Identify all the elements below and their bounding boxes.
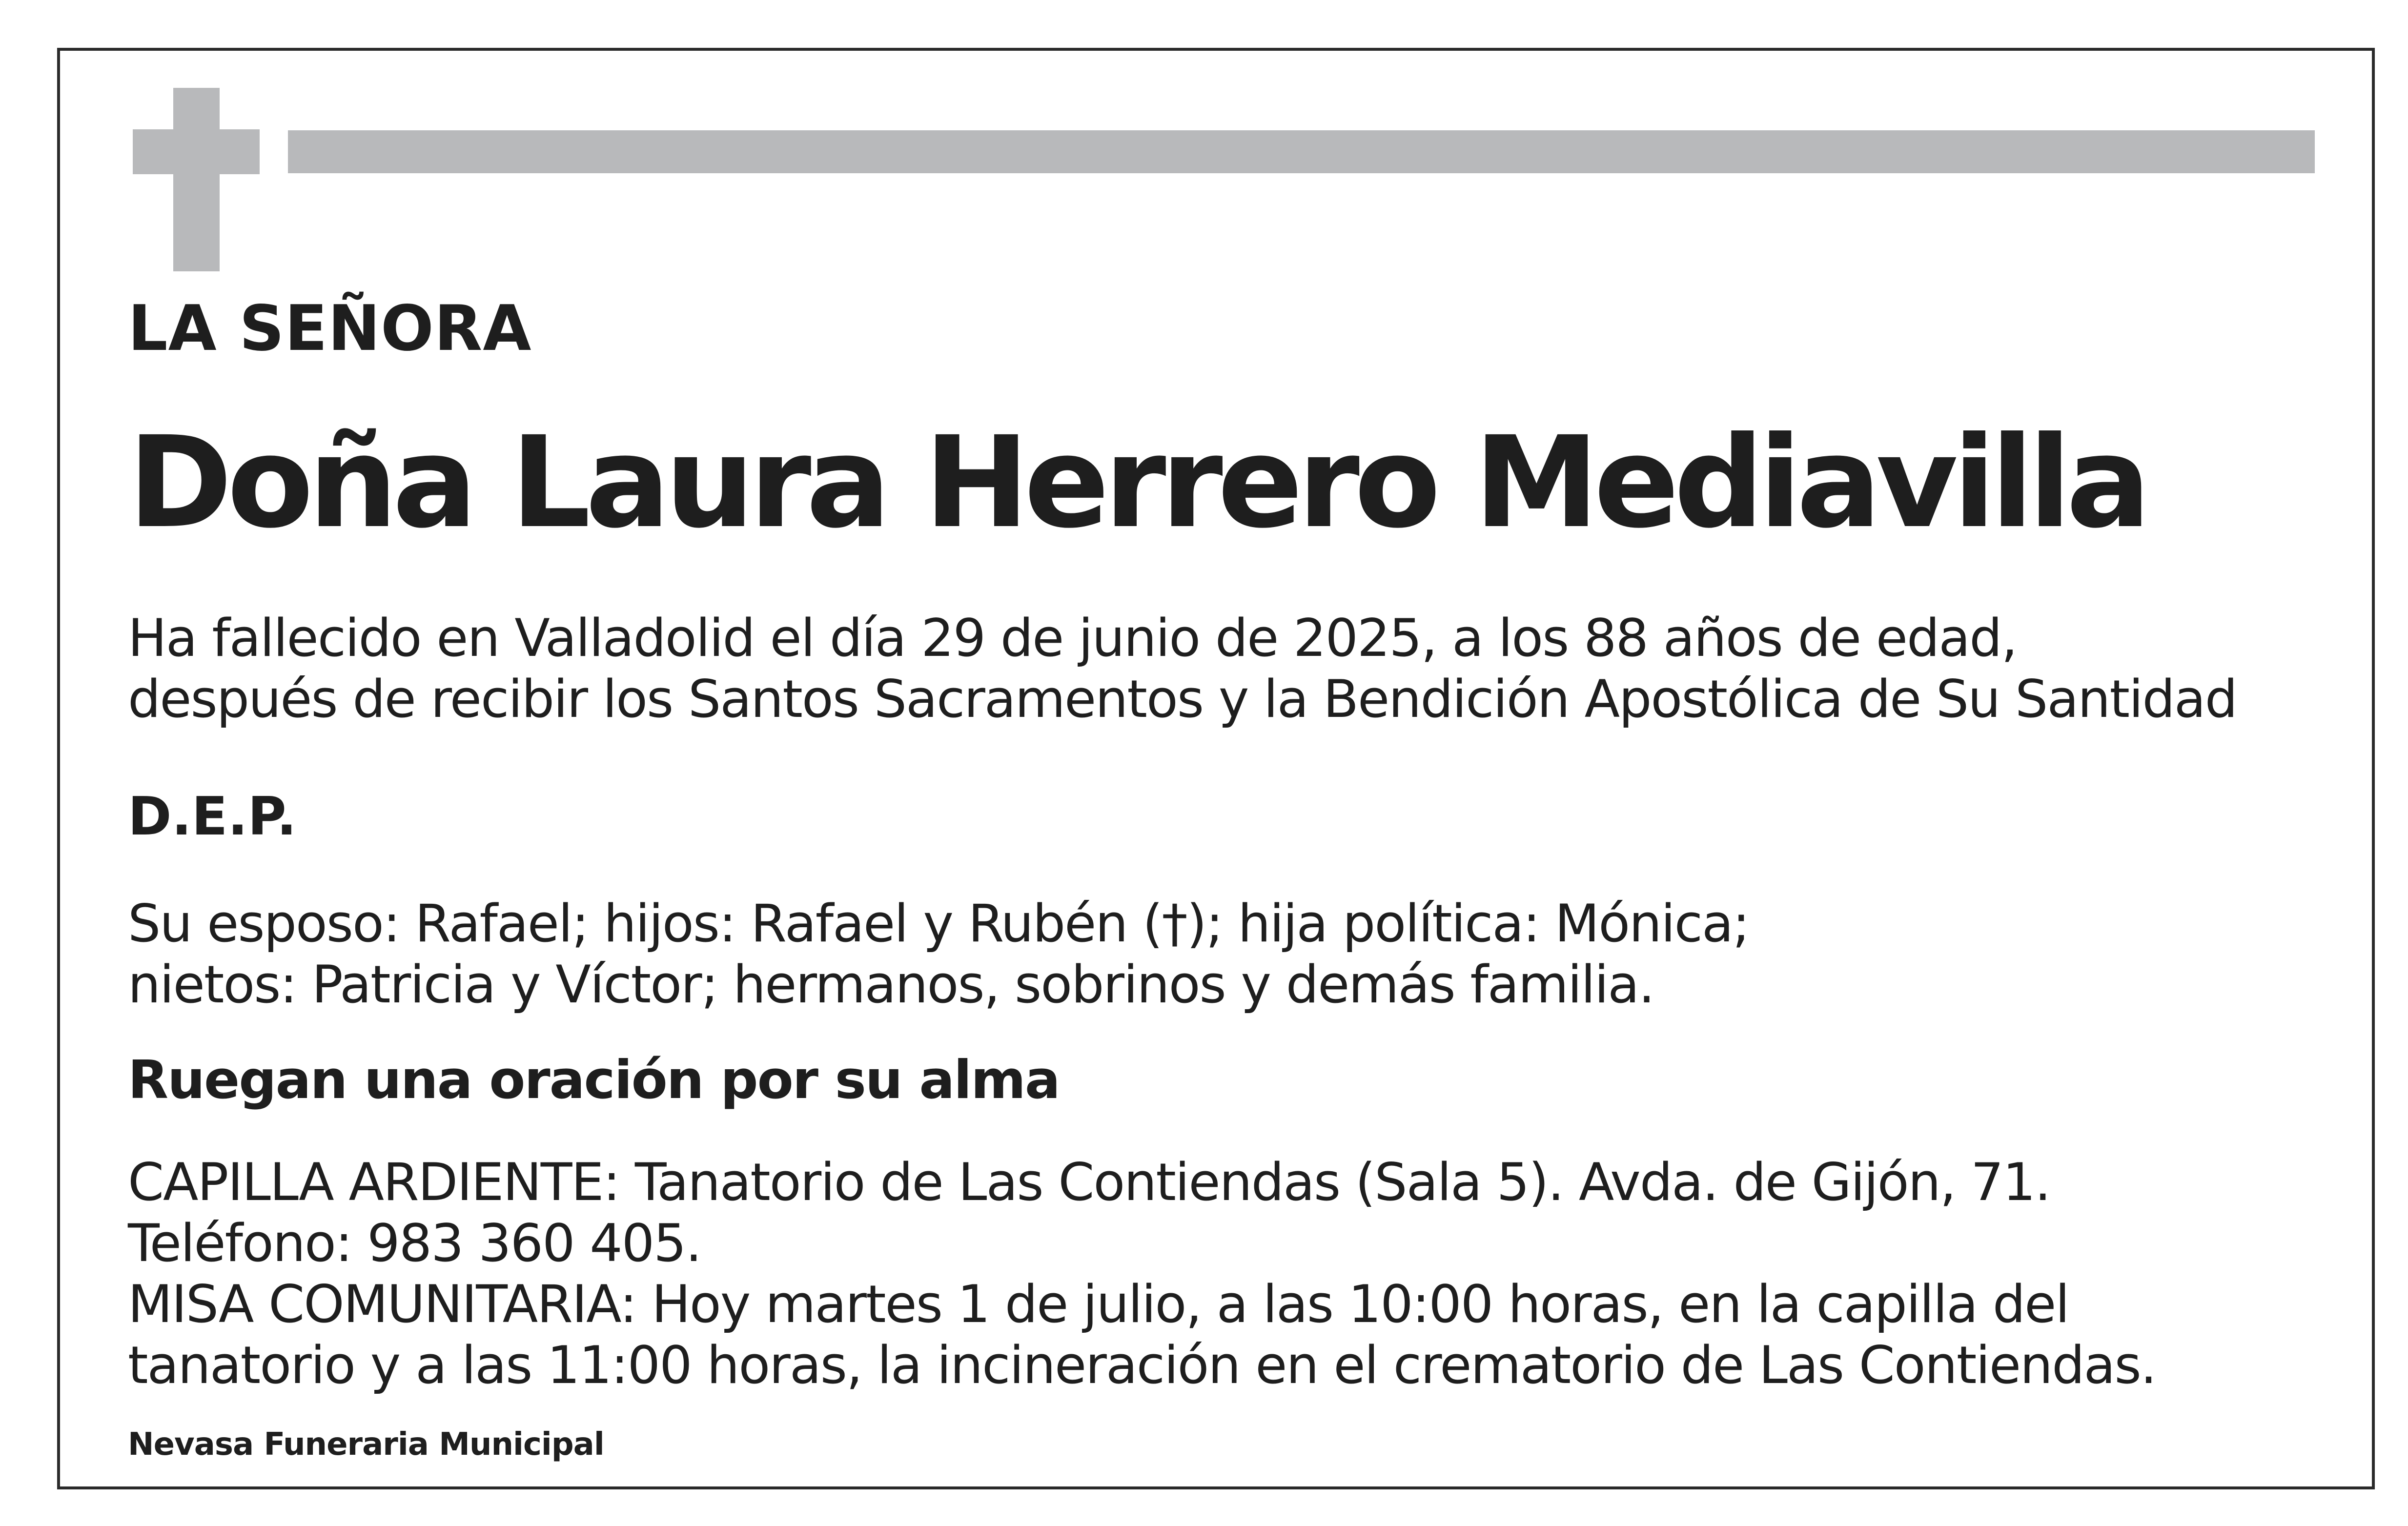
service-line: tanatorio y a las 11:00 horas, la incineración en el crematorio de Las Contiendas.: [128, 1335, 2156, 1395]
deceased-name: Doña Laura Herrero Mediavilla: [128, 409, 2146, 556]
rip-abbreviation: D.E.P.: [128, 786, 297, 847]
family-list: [128, 893, 1749, 1015]
service-line: Teléfono: 983 360 405.: [128, 1213, 701, 1273]
header-rule: [288, 130, 2315, 173]
service-line: MISA COMUNITARIA: Hoy martes 1 de julio, a las 10:00 horas, en la capilla del: [128, 1274, 2069, 1334]
family-line: nietos: Patricia y Víctor; hermanos, sobrinos y demás familia.: [128, 955, 1654, 1015]
announcement-line: después de recibir los Santos Sacramentos y la Bendición Apostólica de Su Santidad: [128, 669, 2237, 729]
cross-horizontal-bar: [133, 129, 260, 174]
prayer-request: Ruegan una oración por su alma: [128, 1050, 1060, 1111]
funeral-home-credit: Nevasa Funeraria Municipal: [128, 1426, 604, 1463]
announcement-line: Ha fallecido en Valladolid el día 29 de junio de 2025, a los 88 años de edad,: [128, 608, 2017, 668]
family-line: Su esposo: Rafael; hijos: Rafael y Rubén (†); hija política: Mónica;: [128, 894, 1749, 954]
service-details: [128, 1152, 2156, 1396]
death-announcement: [128, 608, 2237, 730]
cross-vertical-bar: [173, 88, 220, 271]
notice-heading: LA SEÑORA: [128, 292, 532, 365]
service-line: CAPILLA ARDIENTE: Tanatorio de Las Contiendas (Sala 5). Avda. de Gijón, 71.: [128, 1152, 2050, 1212]
